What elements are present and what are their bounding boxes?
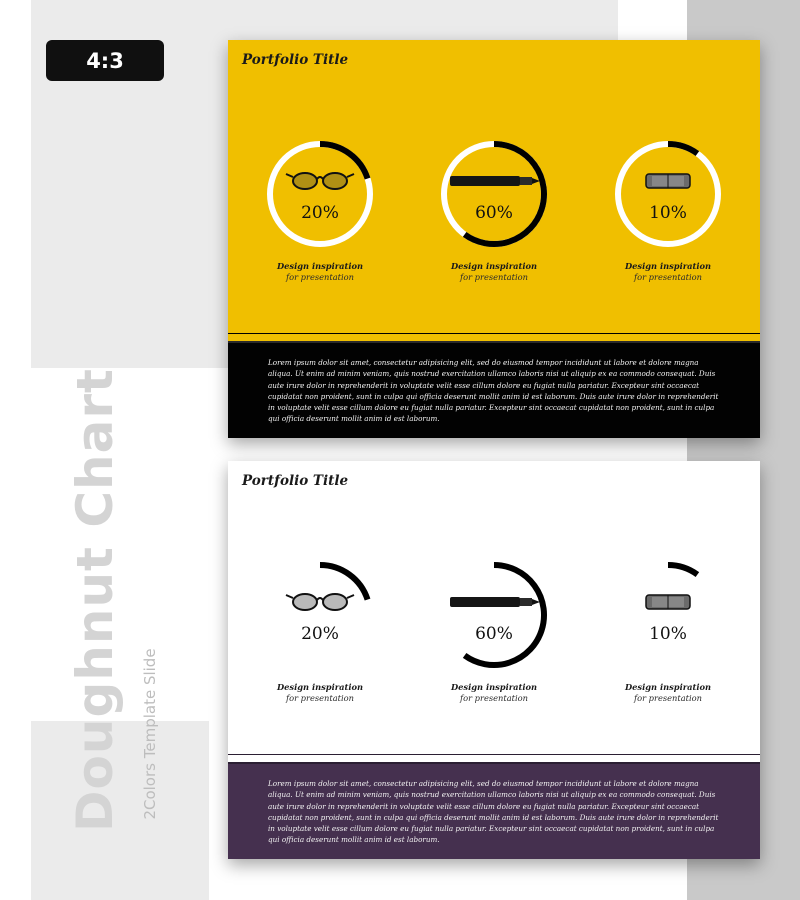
caption-subtitle: for presentation	[634, 272, 702, 282]
footer-body-text: Lorem ipsum dolor sit amet, consectetur adipisicing elit, sed do eiusmod tempor incididunt ut labore et dolore magna aliqua. Ut enim ad minim veniam, quis nostrud exercitation ullamco laboris nisi ut aliquip ex ea commodo consequat. Duis aute irure dolor in reprehenderit in voluptate velit esse cillum dolore eu fugiat nulla pariatur. Excepteur sint occaecat cupidatat non proident, sunt in culpa qui officia deserunt mollit anim id est laborum. Duis aute irure dolor in reprehenderit in voluptate velit esse cillum dolore eu fugiat nulla pariatur. Excepteur sint occaecat cupidatat non proident, sunt in culpa qui officia deserunt mollit anim id est laborum.	[268, 779, 719, 845]
doughnut-arc	[668, 144, 697, 154]
case-icon	[646, 595, 690, 609]
caption-title: Design inspiration	[450, 682, 538, 692]
glasses-icon	[286, 173, 354, 189]
value-label: 60%	[475, 203, 513, 223]
doughnut-arc	[465, 144, 544, 244]
value-label: 20%	[301, 624, 339, 644]
doughnut-arc	[668, 565, 697, 575]
glasses-icon	[286, 594, 354, 610]
doughnut-item	[624, 565, 711, 703]
caption-subtitle: for presentation	[460, 272, 528, 282]
slide-footer	[228, 762, 760, 859]
doughnut-item	[276, 565, 368, 703]
aspect-ratio-badge: 4:3	[46, 40, 164, 81]
footer-divider	[228, 754, 760, 755]
value-label: 20%	[301, 203, 339, 223]
ring-track	[618, 144, 718, 244]
value-label: 10%	[649, 203, 687, 223]
pen-icon	[450, 176, 540, 186]
caption-title: Design inspiration	[624, 682, 712, 692]
footer-body-text: Lorem ipsum dolor sit amet, consectetur adipisicing elit, sed do eiusmod tempor incididunt ut labore et dolore magna aliqua. Ut enim ad minim veniam, quis nostrud exercitation ullamco laboris nisi ut aliquip ex ea commodo consequat. Duis aute irure dolor in reprehenderit in voluptate velit esse cillum dolore eu fugiat nulla pariatur. Excepteur sint occaecat cupidatat non proident, sunt in culpa qui officia deserunt mollit anim id est laborum. Duis aute irure dolor in reprehenderit in voluptate velit esse cillum dolore eu fugiat nulla pariatur. Excepteur sint occaecat cupidatat non proident, sunt in culpa qui officia deserunt mollit anim id est laborum.	[268, 358, 719, 424]
value-label: 10%	[649, 624, 687, 644]
footer-divider	[228, 333, 760, 334]
doughnut-arc	[320, 144, 368, 179]
doughnut-item	[618, 144, 718, 282]
side-subtitle: 2Colors Template Slide	[141, 648, 159, 820]
slide-title: Portfolio Title	[242, 473, 349, 489]
caption-subtitle: for presentation	[286, 693, 354, 703]
doughnut-item	[444, 144, 544, 282]
slide-white	[228, 461, 760, 859]
side-title: Doughnut Chart	[66, 368, 124, 832]
caption-title: Design inspiration	[276, 682, 364, 692]
doughnut-arc	[320, 565, 368, 600]
doughnut-arc	[465, 565, 544, 665]
value-label: 60%	[475, 624, 513, 644]
pen-icon	[450, 597, 540, 607]
caption-subtitle: for presentation	[460, 693, 528, 703]
doughnut-item	[270, 144, 370, 282]
doughnut-item	[450, 565, 544, 703]
case-icon	[646, 174, 690, 188]
caption-title: Design inspiration	[624, 261, 712, 271]
slide-footer	[228, 341, 760, 438]
doughnut-chart-white	[228, 461, 760, 761]
caption-title: Design inspiration	[450, 261, 538, 271]
caption-title: Design inspiration	[276, 261, 364, 271]
slide-title: Portfolio Title	[242, 52, 349, 68]
caption-subtitle: for presentation	[286, 272, 354, 282]
slide-yellow	[228, 40, 760, 438]
background-strip	[0, 0, 31, 900]
doughnut-chart-yellow	[228, 40, 760, 340]
caption-subtitle: for presentation	[634, 693, 702, 703]
